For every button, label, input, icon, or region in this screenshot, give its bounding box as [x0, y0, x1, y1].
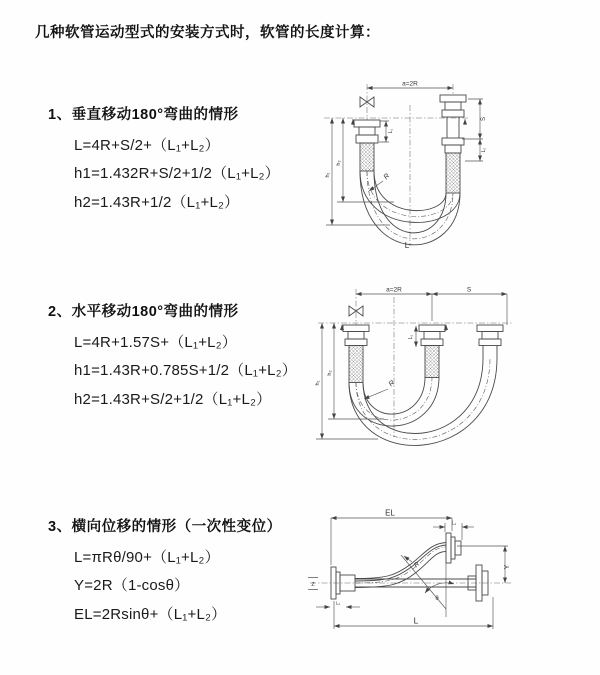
section-2-heading: 2、水平移动180°弯曲的情形 [48, 304, 239, 320]
section-lateral-offset [48, 515, 282, 628]
dim-label-y: Y [504, 564, 511, 570]
dim-label-a2r: a=2R [402, 80, 418, 88]
formula-line: L=4R+S/2+（L₁+L₂） [74, 136, 220, 154]
left-pipe-fitting [343, 325, 369, 383]
radius-label: R [412, 560, 422, 570]
middle-pipe-fitting [419, 325, 445, 378]
right-pipe-fitting [477, 325, 503, 358]
formula-line: h2=1.43R+S/2+1/2（L₁+L₂） [74, 390, 272, 408]
right-pipe-fitting [440, 95, 466, 193]
angle-label: θ [435, 596, 439, 602]
formula-line: L=4R+1.57S+（L₁+L₂） [74, 333, 237, 351]
dim-label-h2: h₂ [336, 160, 342, 166]
section-vertical-180 [48, 103, 280, 216]
hose-u-bends [349, 358, 497, 445]
dim-label-h1: h₁ [315, 380, 321, 386]
dim-label-l2: L₂ [481, 147, 487, 153]
dim-label-l1: L₁ [388, 128, 394, 134]
dimension-lines [308, 518, 508, 629]
dim-label-s: S [481, 116, 487, 122]
section-1-formulas [74, 130, 280, 216]
formula-line: EL=2Rsinθ+（L₁+L₂） [74, 605, 227, 623]
section-3-heading: 3、横向位移的情形（一次性变位） [48, 519, 282, 535]
left-pipe-fitting [354, 120, 380, 171]
formula-line: h1=1.432R+S/2+1/2（L₁+L₂） [74, 165, 280, 183]
formula-line: L=πRθ/90+（L₁+L₂） [74, 548, 220, 566]
diagram-horizontal-180 [308, 281, 543, 459]
radius-label: R [382, 172, 392, 182]
length-label: L [404, 241, 410, 250]
dim-label-a2r: a=2R [386, 286, 402, 294]
section-3-formulas [74, 542, 282, 628]
dim-label-h1: h₁ [325, 172, 331, 178]
upper-flange-fitting [446, 533, 461, 563]
dim-label-l2: L₂ [335, 600, 341, 606]
dim-label-s: S [466, 286, 472, 294]
radius-label: R [387, 379, 397, 389]
formula-line: h1=1.43R+0.785S+1/2（L₁+L₂） [74, 362, 297, 380]
formula-line: Y=2R（1-cosθ） [74, 577, 190, 595]
diagram-vertical-180 [310, 75, 520, 260]
diagram-lateral-offset [300, 505, 595, 655]
dim-label-l1: L₁ [408, 334, 414, 340]
center-lines [318, 286, 513, 437]
page-title: 几种软管运动型式的安装方式时，软管的长度计算： [35, 25, 380, 41]
section-1-heading: 1、垂直移动180°弯曲的情形 [48, 107, 239, 123]
section-2-formulas [74, 327, 297, 413]
dimension-lines [316, 294, 507, 439]
axis-mark-label: Z [311, 582, 315, 588]
dim-label-el: EL [385, 508, 395, 518]
dim-label-h2: h₂ [327, 370, 333, 376]
section-horizontal-180 [48, 300, 297, 413]
formula-line: h2=1.43R+1/2（L₁+L₂） [74, 193, 240, 211]
dim-label-l1: L₁ [451, 520, 457, 527]
hose-s-curve [355, 543, 446, 588]
dim-label-l: L [413, 615, 419, 626]
